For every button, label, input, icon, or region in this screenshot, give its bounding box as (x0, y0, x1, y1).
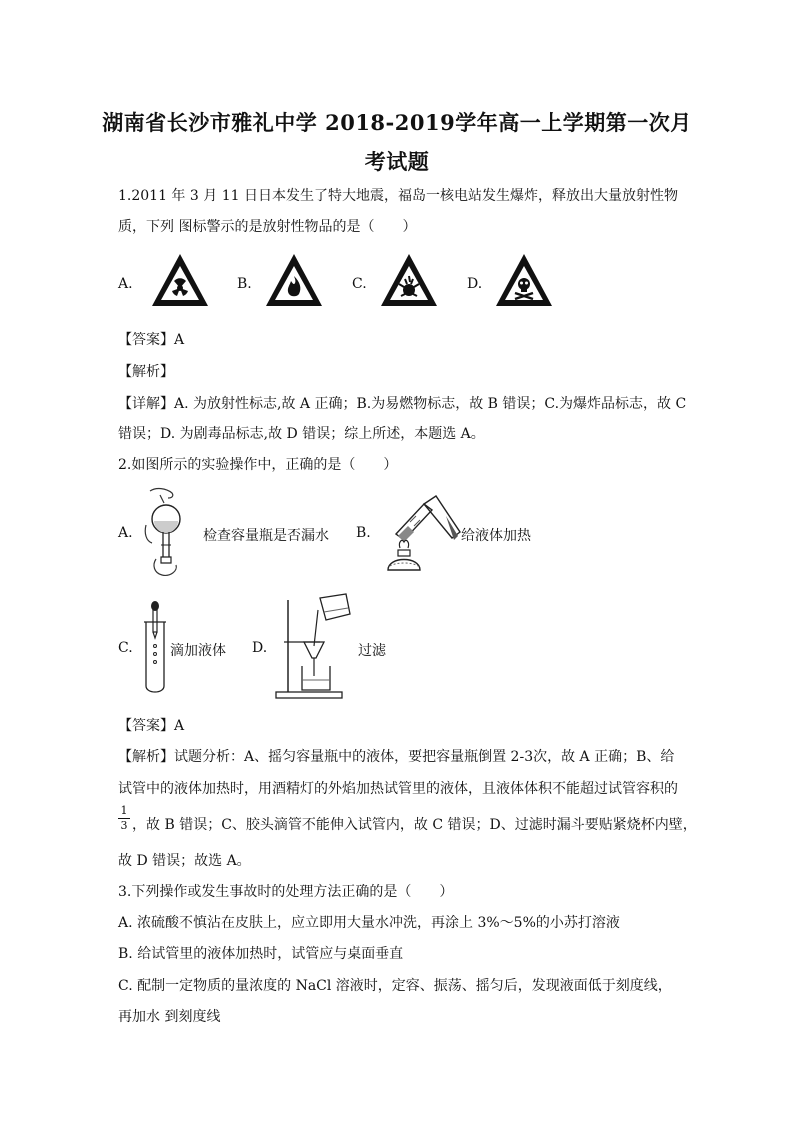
q1-option-b-label: B. (237, 276, 252, 292)
q3-option-c-line2: 再加水 到刻度线 (118, 1009, 221, 1025)
fraction-one-third (118, 805, 130, 832)
q1-detail-line1: 【详解】A. 为放射性标志,故 A 正确；B.为易燃物标志，故 B 错误；C.为爆炸品标志，故 C (118, 396, 687, 412)
q2-option-c-caption: 滴加液体 (170, 643, 226, 659)
q2-analysis-line3: ，故 B 错误；C、胶头滴管不能伸入试管内，故 C 错误；D、过滤时漏斗要贴紧烧杯内壁， (132, 817, 697, 833)
q1-analysis-heading: 【解析】 (118, 364, 174, 380)
dropper-test-tube-image (140, 600, 170, 696)
q1-stem-line2: 质，下列 图标警示的是放射性物品的是（ ） (118, 219, 417, 235)
q2-option-b-label: B. (356, 525, 371, 541)
explosive-warning-icon (379, 252, 439, 308)
q2-stem: 2.如图所示的实验操作中，正确的是（ ） (118, 457, 398, 473)
flammable-warning-icon (264, 252, 324, 308)
q1-answer: 【答案】A (118, 332, 185, 348)
fraction-numerator: 1 (120, 804, 128, 817)
radioactive-warning-icon (150, 252, 210, 308)
q2-option-c-label: C. (118, 640, 133, 656)
toxic-warning-icon (494, 252, 554, 308)
q2-analysis-line4: 故 D 错误；故选 A。 (118, 853, 251, 869)
q1-option-d-label: D. (467, 276, 483, 292)
q1-stem-line1: 1.2011 年 3 月 11 日日本发生了特大地震，福岛一核电站发生爆炸，释放出大量放射性物 (118, 188, 678, 204)
q3-option-b: B. 给试管里的液体加热时，试管应与桌面垂直 (118, 946, 404, 962)
q1-detail-line2: 错误；D. 为剧毒品标志,故 D 错误；综上所述，本题选 A。 (118, 426, 485, 442)
filtration-setup-image (274, 592, 354, 702)
q2-analysis-line1: 【解析】试题分析：A、摇匀容量瓶中的液体，要把容量瓶倒置 2-3次，故 A 正确；B、给 (118, 749, 675, 765)
q2-option-d-label: D. (252, 640, 268, 656)
volumetric-flask-inverted-image (142, 485, 192, 580)
q2-option-a-caption: 检查容量瓶是否漏水 (203, 528, 329, 544)
q1-option-a-label: A. (118, 276, 133, 292)
q2-option-d-caption: 过滤 (358, 643, 386, 659)
page-title-cont: 考试题 (364, 149, 430, 174)
fraction-denominator: 3 (120, 819, 128, 832)
q2-option-a-label: A. (118, 525, 133, 541)
q3-stem: 3.下列操作或发生事故时的处理方法正确的是（ ） (118, 884, 454, 900)
q1-option-c-label: C. (352, 276, 367, 292)
q3-option-c-line1: C. 配制一定物质的量浓度的 NaCl 溶液时，定容、振荡、摇匀后，发现液面低于刻度线， (118, 978, 672, 994)
heating-test-tube-image (380, 492, 462, 574)
q3-option-a: A. 浓硫酸不慎沾在皮肤上，应立即用大量水冲洗，再涂上 3%～5%的小苏打溶液 (118, 915, 620, 931)
q2-analysis-line2: 试管中的液体加热时，用酒精灯的外焰加热试管里的液体，且液体体积不能超过试管容积的 (118, 781, 678, 797)
page-title: 湖南省长沙市雅礼中学 2018-2019学年高一上学期第一次月 (102, 110, 692, 135)
q2-answer: 【答案】A (118, 718, 185, 734)
q2-option-b-caption: 给液体加热 (461, 528, 531, 544)
